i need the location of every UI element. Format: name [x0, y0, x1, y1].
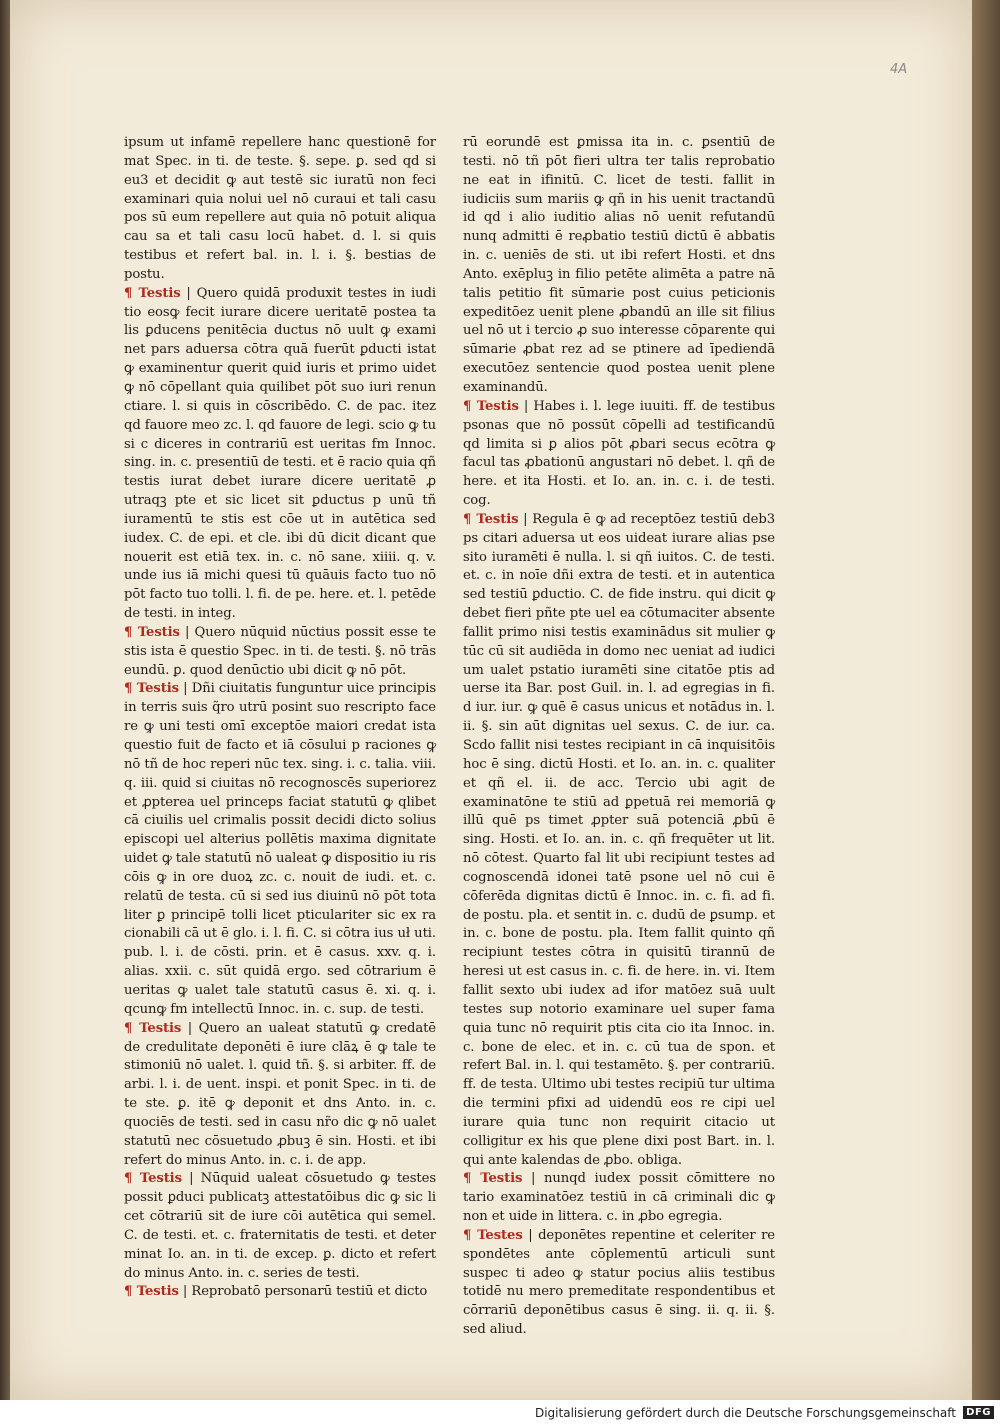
rubric-lead: ¶ Testis	[124, 624, 180, 640]
rubric-lead: ¶ Testis	[124, 1284, 179, 1300]
dfg-logo: DFG	[963, 1406, 994, 1419]
paragraph-text: Habes i. l. lege iuuiti. ff. de testibus psonas que nō possūt cōpelli ad testificandū qd limita si ꝑ alios pōt ꝓbari secus ecōtra ꝙ facul tas ꝓbationū angustari nō debet. l. qñ de here. et ita Hosti. et Io. an. in. c. i. de testi. cog.	[463, 398, 776, 509]
rubric-lead: ¶ Testis	[463, 511, 519, 527]
paragraph-text: Quero nūquid nūctius possit esse te stis ista ē questio Spec. in ti. de testi. §. nō trās eundū. ꝑ. quod denūctio ubi dicit ꝙ nō pōt.	[124, 624, 436, 678]
left-text-column	[124, 134, 436, 1302]
paragraph-text: Regula ē ꝙ ad receptōez testiū deb3 ps citari aduersa ut eos uideat iurare alias pse sito iuramēti ē nulla. l. si qñ iuitos. C. de testi. et. c. in noīe dñi extra de testi. et in autentica sed testiū ꝑductio. C. de fide instru. qui dicit ꝙ debet fieri pñte pte uel ea cōtumaciter absente fallit primo nisi testis examinādus sit mulier ꝙ tūc cū sit audiēda in domo nec ueniat ad iudici um ualet pstatio iuramēti sine citatōe ptis ad uerse ita Bar. post Guil. in. l. ad egregias in fi. d iur. iur. ꝙ quē ē casus unicus et notādus in. l. ii. §. sin aūt dignitas uel sexus. C. de iur. ca. Scdo fallit nisi testes recipiant in cā inquisitōis hoc ē sing. dictū Hosti. et Io. an. in. c. qualiter et qñ el. ii. de acc. Tercio ubi agit de examinatōne te stiū ad ꝑpetuā rei memoriā ꝙ illū quē ps timet ꝓpter suā potenciā ꝓbū ē sing. Hosti. et Io. an. in. c. qñ frequēter ut lit. nō cōtest. Quarto fal lit ubi recipiunt testes ad cognoscendā idonei tatē psone uel nō cui ē cōferēda dignitas dictū ē Innoc. in. c. fi. ad fi. de postu. pla. et sentit in. c. dudū de ꝑsump. et in. c. bone de postu. pla. Item fallit quinto qñ recipiunt testes cōtra in quisitū tirannū de heresi ut est casus in. c. fi. de here. in. vi. Item fallit sexto ubi iudex ad ifor matōez suā uult testes sup notorio examinare uel super fama quia tunc nō requirit ptis cita cio ita Innoc. in. c. bone de elec. et in. c. cū tua de spon. et refert Bal. in. l. qui testamēto. §. per contrariū. ff. de testa. Ultimo ubi testes recipiū tur ultima die termini pfixi ad uidendū eos re cipi uel iurare quia tunc non requirit citacio ut colligitur ex his que plene dixi post Bart. in. l. qui ante kalendas de ꝓbo. obliga.	[463, 511, 775, 1168]
paragraph: ¶ Testis | Quero nūquid nūctius possit esse te stis ista ē questio Spec. in ti. de testi. §. nō trās eundū. ꝑ. quod denūctio ubi dicit ꝙ nō pōt.	[124, 624, 436, 678]
paragraph: ¶ Testis | Dñi ciuitatis funguntur uice principis in terris suis q̃ro utrū posint suo rescripto face re ꝙ uni testi omī exceptōe maiori credat ista questio fuit de facto et iā cōsului p raciones ꝙ nō tñ de hoc reperi nūc tex. sing. i. c. talia. viii. q. iii. quid si ciuitas nō recognoscēs superiorez et ꝓpterea uel princeps faciat statutū ꝙ qlibet cā ciuilis uel crimalis possit decidi dicto solius episcopi uel alterius pollētis maxima dignitate uidet ꝙ tale statutū nō ualeat ꝙ dispositio iu ris cōis ꝙ in ore duoꝝ zc. c. nouit de iudi. et. c. relatū de testa. cū si sed ius diuinū nō pōt tota liter ꝑ principē tolli licet pticulariter sic ex ra cionabili cā ut ē glo. i. l. fi. C. si cōtra ius uł uti. pub. l. i. de cōsti. prin. et ē casus. xxv. q. i. alias. xxii. c. sūt quidā ergo. sed cōtrarium ē ueritas ꝙ ualet tale statutū casus ē. xi. q. i. qcunꝙ fm intellectū Innoc. in. c. sup. de testi.	[124, 681, 437, 1017]
paragraph-text: rū eorundē est ꝑmissa ita in. c. ꝑsentiū de testi. nō tñ pōt fieri ultra ter talis reprobatio ne eat in ifinitū. C. licet de testi. fallit in iudiciis sum mariis ꝙ qñ in his uenit tractandū id qd i alio iuditio alias nō uenit refutandū nunq admitti ē reꝓbatio testiū dictū ē abbatis in. c. ueniēs de sti. ut ibi refert Hosti. et dns Anto. exēpluꝫ in filio petēte alimēta a patre nā talis petitio fit sūmarie post cuius peticionis expeditōez uenit plene ꝓbandū an ille sit filius uel nō ut i tercio ꝓ suo interesse cōparente qui sūmarie ꝓbat rez ad se ptinere ad īpediendā executōez sentencie quod postea uenit plene examinandū.	[463, 135, 775, 395]
rubric-lead: ¶ Testis	[124, 681, 179, 697]
paragraph: ¶ Testis | Quero an ualeat statutū ꝙ credatē de credulitate deponēti ē iure clāꝝ ē ꝙ tale te stimoniū nō ualet. l. quid tñ. §. si arbiter. ff. de arbi. l. i. de uent. inspi. et ponit Spec. in ti. de te ste. ꝑ. itē ꝙ deponit et dns Anto. in. c. quociēs de testi. sed in casu nr̃o dic ꝙ nō ualet statutū nec cōsuetudo ꝓbuꝫ ē sin. Hosti. et ibi refert do minus Anto. in. c. i. de app.	[124, 1020, 436, 1168]
funding-credit: Digitalisierung gefördert durch die Deutsche Forschungsgemeinschaft	[534, 1406, 956, 1420]
digitization-footer	[0, 1400, 1000, 1427]
rubric-lead: ¶ Testis	[124, 1171, 182, 1187]
rubric-lead: ¶ Testis	[124, 285, 181, 301]
folio-number: 4A	[890, 62, 908, 77]
paragraph-text: Dñi ciuitatis funguntur uice principis in terris suis q̃ro utrū posint suo rescripto face re ꝙ uni testi omī exceptōe maiori credat ista questio fuit de facto et iā cōsului p raciones ꝙ nō tñ de hoc reperi nūc tex. sing. i. c. talia. viii. q. iii. quid si ciuitas nō recognoscēs superiorez et ꝓpterea uel princeps faciat statutū ꝙ qlibet cā ciuilis uel crimalis possit decidi dicto solius episcopi uel alterius pollētis maxima dignitate uidet ꝙ tale statutū nō ualeat ꝙ dispositio iu ris cōis ꝙ in ore duoꝝ zc. c. nouit de iudi. et. c. relatū de testa. cū si sed ius diuinū nō pōt tota liter ꝑ principē tolli licet pticulariter sic ex ra cionabili cā ut ē glo. i. l. fi. C. si cōtra ius uł uti. pub. l. i. de cōsti. prin. et ē casus. xxv. q. i. alias. xxii. c. sūt quidā ergo. sed cōtrarium ē ueritas ꝙ ualet tale statutū casus ē. xi. q. i. qcunꝙ fm intellectū Innoc. in. c. sup. de testi.	[124, 681, 437, 1017]
paragraph	[463, 134, 775, 398]
rubric-lead: ¶ Testis	[463, 398, 519, 414]
paragraph-text: ipsum ut infamē repellere hanc questionē for mat Spec. in ti. de teste. §. sepe. ꝑ. sed qd si eu3 et decidit ꝙ aut testē sic iuratū non feci examinari quia nolui uel nō curaui et tali casu pos sū eum repellere aut quia nō potuit aliqua cau sa et tali casu locū habet. d. l. si quis testibus et refert bal. in. l. i. §. bestias de postu.	[124, 135, 436, 282]
paragraph-text: Quero quidā produxit testes in iudi tio eosꝙ fecit iurare dicere ueritatē postea ta lis ꝑducens penitēcia ductus nō uult ꝙ exami net pars aduersa cōtra quā fuerūt ꝑducti istat ꝙ examinentur querit quid iuris et primo uidet ꝙ nō cōpellant quia quilibet pōt suo iuri renun ctiare. l. si quis in cōscribēdo. C. de pac. itez qd fauore meo zc. l. qd fauore de legi. scio ꝙ tu si c diceres in contrariū est ueritas fm Innoc. sing. in. c. presentiū de testi. et ē racio quia qñ testis iurat debet iurare dicere ueritatē ꝓ utraqꝫ pte et sic licet sit ꝑductus p unū tñ iuramentū te stis est cōe ut in autētica sed iudex. C. de epi. et cle. ibi dū dicit dicant que nouerit est etiā tex. in. c. nō sane. xiiii. q. v. unde ius iā michi quesi tū quāuis facto tuo nō pōt facto tuo tolli. l. fi. de pe. here. et. l. petēde de testi. in integ.	[124, 285, 437, 622]
paragraph-text: Quero an ualeat statutū ꝙ credatē de credulitate deponēti ē iure clāꝝ ē ꝙ tale te stimoniū nō ualet. l. quid tñ. §. si arbiter. ff. de arbi. l. i. de uent. inspi. et ponit Spec. in ti. de te ste. ꝑ. itē ꝙ deponit et dns Anto. in. c. quociēs de testi. sed in casu nr̃o dic ꝙ nō ualet statutū nec cōsuetudo ꝓbuꝫ ē sin. Hosti. et ibi refert do minus Anto. in. c. i. de app.	[124, 1020, 436, 1168]
rubric-lead: ¶ Testis	[124, 1020, 182, 1036]
paragraph: ¶ Testis | nunqd iudex possit cōmittere no tario examinatōez testiū in cā criminali dic ꝙ non et uide in littera. c. in ꝓbo egregia.	[463, 1171, 775, 1225]
right-text-column	[463, 134, 775, 1340]
paragraph-text: Reprobatō personarū testiū et dicto	[191, 1284, 428, 1300]
book-binding-right	[972, 0, 1000, 1427]
paragraph: ¶ Testis | Habes i. l. lege iuuiti. ff. de testibus psonas que nō possūt cōpelli ad testificandū qd limita si ꝑ alios pōt ꝓbari secus ecōtra ꝙ facul tas ꝓbationū angustari nō debet. l. qñ de here. et ita Hosti. et Io. an. in. c. i. de testi. cog.	[463, 398, 776, 509]
paragraph: ¶ Testis | Nūquid ualeat cōsuetudo ꝙ testes possit ꝑduci publicatꝫ attestatōibus dic ꝙ sic li cet cōtrariū sit de iure cōi autētica qui semel. C. de testi. et. c. fraternitatis de testi. et deter minat Io. an. in ti. de excep. ꝑ. dicto et refert do minus Anto. in. c. series de testi.	[124, 1171, 436, 1281]
paragraph-text: nunqd iudex possit cōmittere no tario examinatōez testiū in cā criminali dic ꝙ non et uide in littera. c. in ꝓbo egregia.	[463, 1171, 775, 1225]
paragraph: ¶ Testis | Reprobatō personarū testiū et dicto	[124, 1284, 428, 1300]
paragraph: ¶ Testis | Regula ē ꝙ ad receptōez testiū deb3 ps citari aduersa ut eos uideat iurare alias pse sito iuramēti ē nulla. l. si qñ iuitos. C. de testi. et. c. in noīe dñi extra de testi. et in autentica sed testiū ꝑductio. C. de fide instru. qui dicit ꝙ debet fieri pñte pte uel ea cōtumaciter absente fallit primo nisi testis examinādus sit mulier ꝙ tūc cū sit audiēda in domo nec ueniat ad iudici um ualet pstatio iuramēti sine citatōe ptis ad uerse ita Bar. post Guil. in. l. ad egregias in fi. d iur. iur. ꝙ quē ē casus unicus et notādus in. l. ii. §. sin aūt dignitas uel sexus. C. de iur. ca. Scdo fallit nisi testes recipiant in cā inquisitōis hoc ē sing. dictū Hosti. et Io. an. in. c. qualiter et qñ el. ii. de acc. Tercio ubi agit de examinatōne te stiū ad ꝑpetuā rei memoriā ꝙ illū quē ps timet ꝓpter suā potenciā ꝓbū ē sing. Hosti. et Io. an. in. c. qñ frequēter ut lit. nō cōtest. Quarto fal lit ubi recipiunt testes ad cognoscendā idonei tatē psone uel nō cui ē cōferēda dignitas dictū ē Innoc. in. c. fi. ad fi. de postu. pla. et sentit in. c. dudū de ꝑsump. et in. c. bone de postu. pla. Item fallit quinto qñ recipiunt testes cōtra in quisitū tirannū de heresi ut est casus in. c. fi. de here. in. vi. Item fallit sexto ubi iudex ad ifor matōez suā uult testes sup notorio examinare uel super fama quia tunc nō requirit ptis cita cio ita Innoc. in. c. bone de elec. et in. c. cū tua de spon. et refert Bal. in. l. qui testamēto. §. per contrariū. ff. de testa. Ultimo ubi testes recipiū tur ultima die termini pfixi ad uidendū eos re cipi uel iurare quia tunc non requirit citacio ut colligitur ex his que plene dixi post Bart. in. l. qui ante kalendas de ꝓbo. obliga.	[463, 511, 775, 1168]
paragraph-text: Nūquid ualeat cōsuetudo ꝙ testes possit ꝑduci publicatꝫ attestatōibus dic ꝙ sic li cet cōtrariū sit de iure cōi autētica qui semel. C. de testi. et. c. fraternitatis de testi. et deter minat Io. an. in ti. de excep. ꝑ. dicto et refert do minus Anto. in. c. series de testi.	[124, 1171, 436, 1281]
paragraph: ¶ Testis | Quero quidā produxit testes in iudi tio eosꝙ fecit iurare dicere ueritatē postea ta lis ꝑducens penitēcia ductus nō uult ꝙ exami net pars aduersa cōtra quā fuerūt ꝑducti istat ꝙ examinentur querit quid iuris et primo uidet ꝙ nō cōpellant quia quilibet pōt suo iuri renun ctiare. l. si quis in cōscribēdo. C. de pac. itez qd fauore meo zc. l. qd fauore de legi. scio ꝙ tu si c diceres in contrariū est ueritas fm Innoc. sing. in. c. presentiū de testi. et ē racio quia qñ testis iurat debet iurare dicere ueritatē ꝓ utraqꝫ pte et sic licet sit ꝑductus p unū tñ iuramentū te stis est cōe ut in autētica sed iudex. C. de epi. et cle. ibi dū dicit dicant que nouerit est etiā tex. in. c. nō sane. xiiii. q. v. unde ius iā michi quesi tū quāuis facto tuo nō pōt facto tuo tolli. l. fi. de pe. here. et. l. petēde de testi. in integ.	[124, 285, 437, 622]
paragraph	[124, 134, 436, 285]
paragraph-text: deponētes repentine et celeriter re spondētes ante cōplementū articuli sunt suspec ti adeo ꝙ statur pocius aliis testibus totidē nu mero premeditate respondentibus et cōrrariū deponētibus casus ē sing. ii. q. ii. §. sed aliud.	[463, 1227, 775, 1338]
rubric-lead: ¶ Testis	[463, 1171, 523, 1187]
paragraph: ¶ Testes | deponētes repentine et celeriter re spondētes ante cōplementū articuli sunt suspec ti adeo ꝙ statur pocius aliis testibus totidē nu mero premeditate respondentibus et cōrrariū deponētibus casus ē sing. ii. q. ii. §. sed aliud.	[463, 1227, 775, 1338]
rubric-lead: ¶ Testes	[463, 1227, 523, 1243]
